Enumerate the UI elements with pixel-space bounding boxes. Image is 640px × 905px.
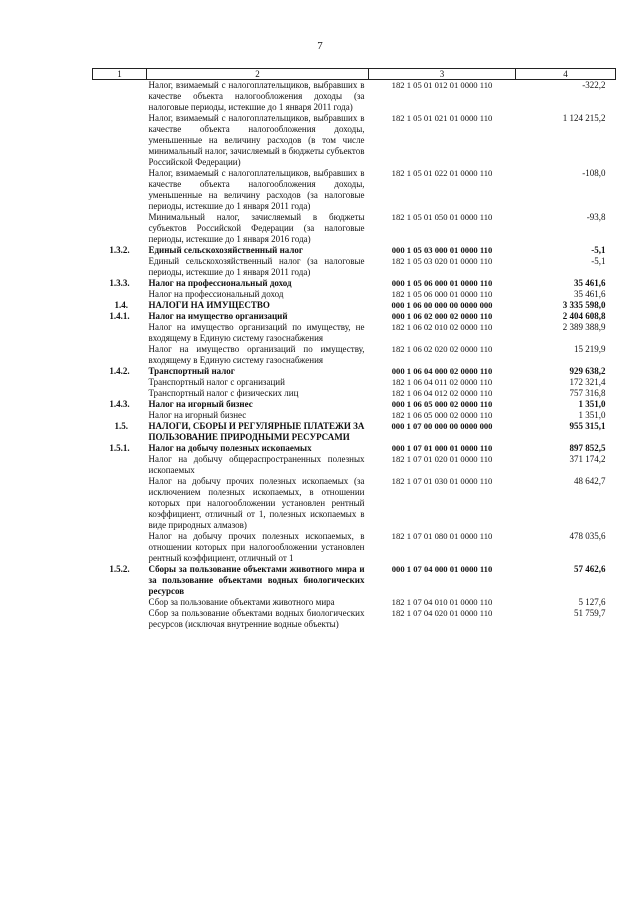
row-name: Единый сельскохозяйственный налог (за налоговые периоды, истекшие до 1 января 2011 года) [148,256,365,277]
row-value: 3 335 598,0 [562,300,606,310]
row-value: -322,2 [582,80,606,90]
row-number [93,377,147,388]
row-code: 182 1 05 03 020 01 0000 110 [391,256,493,266]
row-value: 2 404 608,8 [562,311,606,321]
row-number: 1.4.3. [109,399,130,409]
table-row [93,113,616,168]
row-name: Налог на добычу общераспространенных полезных ископаемых [148,454,365,475]
table-row [93,256,616,278]
table-row [93,410,616,421]
row-number [93,256,147,278]
row-code: 000 1 06 00 000 00 0000 000 [391,300,493,310]
row-number [93,113,147,168]
row-code: 000 1 07 04 000 01 0000 110 [391,564,493,574]
row-value: 478 035,6 [569,531,606,541]
row-number [93,454,147,476]
row-value: -108,0 [582,168,606,178]
row-name: Транспортный налог с организаций [148,377,285,387]
column-header-4: 4 [516,69,616,80]
row-name: НАЛОГИ, СБОРЫ И РЕГУЛЯРНЫЕ ПЛАТЕЖИ ЗА ПОЛЬЗОВАНИЕ ПРИРОДНЫМИ РЕСУРСАМИ [148,421,365,442]
row-number: 1.5.2. [109,564,130,574]
row-number: 1.5. [114,421,128,431]
table-row [93,300,616,311]
row-name: Налог на игорный бизнес [148,410,247,420]
table-row [93,564,616,597]
row-value: 1 351,0 [578,410,606,420]
row-name: Налог на игорный бизнес [148,399,253,409]
row-value: 172 321,4 [569,377,606,387]
table-row [93,278,616,289]
row-value: -5,1 [591,245,606,255]
table-row [93,388,616,399]
row-number: 1.3.3. [109,278,130,288]
table-row [93,289,616,300]
row-code: 182 1 05 06 000 01 0000 110 [391,289,493,299]
row-value: 929 638,2 [569,366,606,376]
row-number [93,597,147,608]
row-value: 955 315,1 [569,421,606,431]
row-code: 000 1 06 02 000 02 0000 110 [391,311,493,321]
row-value: 2 389 388,9 [562,322,606,332]
column-header-2: 2 [147,69,369,80]
table-row [93,366,616,377]
row-code: 000 1 05 06 000 01 0000 110 [391,278,493,288]
row-value: 15 219,9 [574,344,606,354]
row-code: 182 1 06 04 011 02 0000 110 [391,377,493,387]
row-code: 182 1 07 04 010 01 0000 110 [391,597,493,607]
row-code: 182 1 07 04 020 01 0000 110 [391,608,493,618]
column-header-3: 3 [369,69,516,80]
row-code: 182 1 05 01 021 01 0000 110 [391,113,493,123]
row-name: Сборы за пользование объектами животного мира и за пользование объектами водных биологических ресурсов [148,564,365,596]
table-header [93,69,616,80]
row-code: 000 1 06 05 000 02 0000 110 [391,399,493,409]
row-value: 1 124 215,2 [562,113,606,123]
table-row [93,80,616,114]
table-row [93,421,616,443]
row-number [93,410,147,421]
row-number [93,388,147,399]
row-number: 1.4. [114,300,128,310]
row-code: 000 1 07 01 000 01 0000 110 [391,443,493,453]
row-number [93,608,147,630]
table-row [93,212,616,245]
row-name: Налог, взимаемый с налогоплательщиков, выбравших в качестве объекта налогообложения доходы (за налоговые периоды, истекшие до 1 января 2011 года) [148,80,365,112]
table-body [93,80,616,631]
row-name: Единый сельскохозяйственный налог [148,245,303,255]
row-name: Налог на имущество организаций [148,311,288,321]
row-code: 000 1 07 00 000 00 0000 000 [391,421,493,431]
row-number [93,168,147,212]
row-value: 5 127,6 [578,597,606,607]
row-code: 182 1 06 02 010 02 0000 110 [391,322,493,332]
row-value: 757 316,8 [569,388,606,398]
table-row [93,399,616,410]
table-row [93,597,616,608]
row-value: 48 642,7 [574,476,606,486]
row-name: Налог на профессиональный доход [148,278,292,288]
row-name: Налог на добычу прочих полезных ископаемых, в отношении которых при налогообложении установлен рентный коэффициент, отличный от 1 [148,531,365,563]
table-row [93,454,616,476]
row-name: Минимальный налог, зачисляемый в бюджеты субъектов Российской Федерации (за налоговые периоды, истекшие до 1 января 2016 года) [148,212,365,244]
row-number [93,212,147,245]
table-row [93,476,616,531]
row-code: 182 1 07 01 020 01 0000 110 [391,454,493,464]
page-number: 7 [317,40,323,52]
row-number [93,289,147,300]
row-number [93,476,147,531]
row-number [93,322,147,344]
table-row [93,608,616,630]
row-name: Транспортный налог с физических лиц [148,388,299,398]
row-number [93,531,147,564]
row-name: Налог на имущество организаций по имуществу, не входящему в Единую систему газоснабжения [148,322,365,343]
revenue-table [92,68,616,630]
row-name: Сбор за пользование объектами водных биологических ресурсов (исключая внутренние водные объекты) [148,608,365,629]
row-name: Налог на имущество организаций по имуществу, входящему в Единую систему газоснабжения [148,344,365,365]
row-number: 1.4.1. [109,311,130,321]
row-code: 182 1 07 01 030 01 0000 110 [391,476,493,486]
row-value: -5,1 [591,256,606,266]
row-code: 182 1 05 01 012 01 0000 110 [391,80,493,90]
row-name: НАЛОГИ НА ИМУЩЕСТВО [148,300,270,310]
row-code: 182 1 05 01 050 01 0000 110 [391,212,493,222]
row-value: 897 852,5 [569,443,606,453]
table-row [93,311,616,322]
row-number [93,344,147,366]
row-name: Налог на добычу прочих полезных ископаемых (за исключением полезных ископаемых, в отношении которых при налогообложении установлен рентный коэффициент, отличный от 1, полезных ископаемых в виде природных алмазов) [148,476,365,530]
row-number: 1.4.2. [109,366,130,376]
row-code: 182 1 06 04 012 02 0000 110 [391,388,493,398]
table-row [93,245,616,256]
row-name: Налог, взимаемый с налогоплательщиков, выбравших в качестве объекта налогообложения доходы, уменьшенные на величину расходов (в том числе минимальный налог, зачисляемый в бюджеты субъектов Российской Федерации) [148,113,365,167]
row-value: 57 462,6 [574,564,606,574]
table-row [93,377,616,388]
row-value: 51 759,7 [574,608,606,618]
table-row [93,344,616,366]
row-value: -93,8 [586,212,606,222]
row-value: 35 461,6 [574,278,606,288]
table-row [93,531,616,564]
row-code: 182 1 07 01 080 01 0000 110 [391,531,493,541]
row-code: 182 1 06 02 020 02 0000 110 [391,344,493,354]
row-value: 1 351,0 [578,399,606,409]
row-number: 1.5.1. [109,443,130,453]
row-code: 000 1 05 03 000 01 0000 110 [391,245,493,255]
row-code: 182 1 06 05 000 02 0000 110 [391,410,493,420]
table-row [93,322,616,344]
row-name: Налог, взимаемый с налогоплательщиков, выбравших в качестве объекта налогообложения доходы, уменьшенные на величину расходов (за налоговые периоды, истекшие до 1 января 2011 года) [148,168,365,211]
row-value: 35 461,6 [574,289,606,299]
row-name: Налог на профессиональный доход [148,289,284,299]
row-value: 371 174,2 [569,454,606,464]
row-name: Транспортный налог [148,366,235,376]
table-row [93,168,616,212]
row-number [93,80,147,114]
row-code: 182 1 05 01 022 01 0000 110 [391,168,493,178]
row-name: Налог на добычу полезных ископаемых [148,443,312,453]
row-code: 000 1 06 04 000 02 0000 110 [391,366,493,376]
table-row [93,443,616,454]
column-header-1: 1 [93,69,147,80]
row-number: 1.3.2. [109,245,130,255]
row-name: Сбор за пользование объектами животного мира [148,597,335,607]
